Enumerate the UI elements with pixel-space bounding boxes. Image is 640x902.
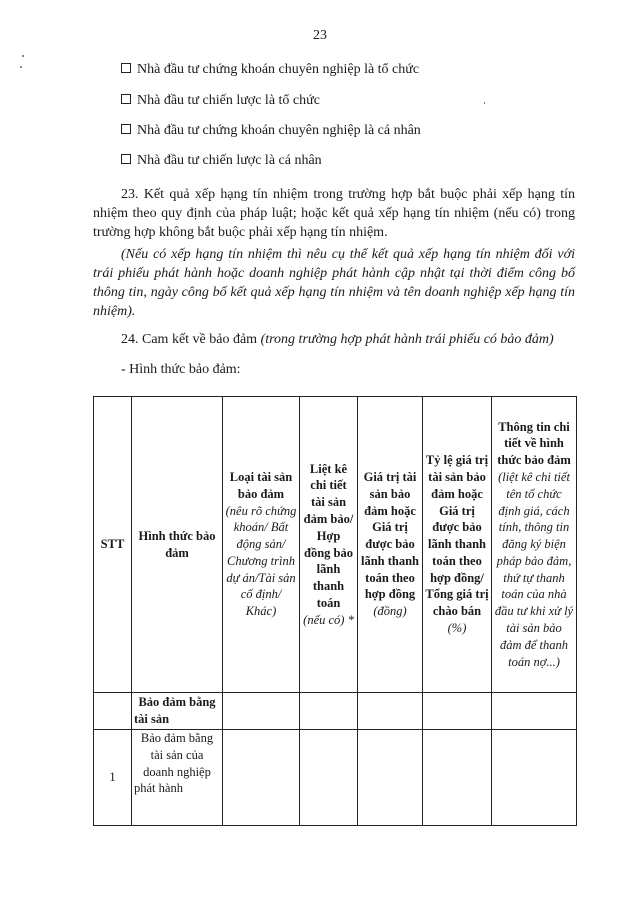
- checkbox-square-icon[interactable]: [121, 124, 131, 134]
- header-asset-type: [223, 397, 300, 693]
- cell-empty: [492, 693, 577, 730]
- header-asset-type-note: (nêu rõ chứng khoán/ Bất động sản/ Chương trình dự án/Tài sản cố định/ Khác): [225, 503, 297, 619]
- investor-option-checkbox[interactable]: [121, 123, 421, 139]
- item-24-subheading: - Hình thức bảo đảm:: [121, 362, 241, 377]
- cell-form: Bảo đảm bằng tài sản: [132, 693, 223, 730]
- investor-option-checkbox[interactable]: [121, 93, 320, 109]
- table-header-row: [94, 397, 577, 693]
- checkbox-square-icon[interactable]: [121, 63, 131, 73]
- cell-empty: [223, 730, 300, 826]
- header-asset-detail-label: Liệt kê chi tiết tài sản đảm bảo/ Hợp đồng bảo lãnh thanh toán: [303, 461, 354, 610]
- cell-empty: [223, 693, 300, 730]
- scan-speck: [484, 102, 485, 104]
- header-asset-detail-note: (nếu có) *: [303, 612, 354, 627]
- investor-option-label: Nhà đầu tư chứng khoán chuyên nghiệp là cá nhân: [137, 123, 421, 138]
- cell-empty: [423, 693, 492, 730]
- item-24-title: [121, 330, 581, 349]
- cell-form: Bảo đảm bằng tài sản của doanh nghiệp phát hành: [132, 730, 223, 826]
- cell-stt: 1: [94, 730, 132, 826]
- cell-empty: [358, 693, 423, 730]
- item-24-title-text: 24. Cam kết về bảo đảm: [121, 332, 261, 347]
- investor-option-checkbox[interactable]: [121, 153, 322, 169]
- cell-empty: [492, 730, 577, 826]
- item-24-title-note: (trong trường hợp phát hành trái phiếu có bảo đảm): [260, 332, 554, 347]
- security-form-table: [93, 396, 577, 826]
- header-value-ratio-note: (%): [447, 621, 467, 636]
- table-row: [94, 693, 577, 730]
- investor-option-label: Nhà đầu tư chiến lược là tổ chức: [137, 93, 320, 108]
- header-form-detail-note: (liệt kê chi tiết tên tổ chức định giá, cách tính, thông tin đăng ký biện pháp bảo đảm, thứ tự thanh toán của nhà đầu tư khi xử lý tài sản bảo đảm để thanh toán nợ...): [494, 469, 574, 669]
- checkbox-square-icon[interactable]: [121, 94, 131, 104]
- scan-speck: [20, 66, 22, 68]
- header-stt-label: STT: [100, 537, 125, 552]
- cell-empty: [300, 730, 358, 826]
- item-23-text: 23. Kết quả xếp hạng tín nhiệm trong trường hợp bắt buộc phải xếp hạng tín nhiệm theo quy định của pháp luật; hoặc kết quả xếp hạng tín nhiệm (nếu có) trong trường hợp không bắt buộc phải xếp hạng tín nhiệm.: [93, 187, 575, 240]
- header-asset-detail: [300, 397, 358, 693]
- header-asset-type-label: Loại tài sản bảo đảm: [229, 469, 293, 501]
- header-form-detail-label: Thông tin chi tiết về hình thức bảo đảm: [497, 419, 571, 468]
- header-stt: [94, 397, 132, 693]
- cell-empty: [423, 730, 492, 826]
- cell-empty: [358, 730, 423, 826]
- header-form-label: Hình thức bảo đảm: [138, 528, 216, 560]
- page-number: 23: [313, 28, 327, 43]
- header-form-detail: [492, 397, 577, 693]
- scan-speck: [22, 55, 24, 57]
- checkbox-square-icon[interactable]: [121, 154, 131, 164]
- item-23-note: (Nếu có xếp hạng tín nhiệm thì nêu cụ thể kết quả xếp hạng tín nhiệm đối với trái phiếu phát hành hoặc doanh nghiệp phát hành cập nhật tại thời điểm công bố thông tin, ngày công bố kết quả xếp hạng tín nhiệm và tên doanh nghiệp xếp hạng tín nhiệm).: [93, 247, 575, 319]
- table-row: [94, 730, 577, 826]
- header-value-ratio-label: Tỷ lệ giá trị tài sản bảo đảm hoặc Giá trị được bảo lãnh thanh toán theo hợp đồng/ Tổng giá trị chào bán: [425, 453, 489, 619]
- investor-option-label: Nhà đầu tư chứng khoán chuyên nghiệp là tổ chức: [137, 62, 420, 77]
- header-asset-value-label: Giá trị tài sản bảo đảm hoặc Giá trị được bảo lãnh thanh toán theo hợp đồng: [360, 469, 420, 602]
- header-asset-value: [358, 397, 423, 693]
- investor-option-checkbox[interactable]: [121, 62, 419, 78]
- cell-stt: [94, 693, 132, 730]
- investor-option-label: Nhà đầu tư chiến lược là cá nhân: [137, 153, 322, 168]
- header-asset-value-note: (đồng): [373, 604, 407, 619]
- header-form: [132, 397, 223, 693]
- cell-empty: [300, 693, 358, 730]
- header-value-ratio: [423, 397, 492, 693]
